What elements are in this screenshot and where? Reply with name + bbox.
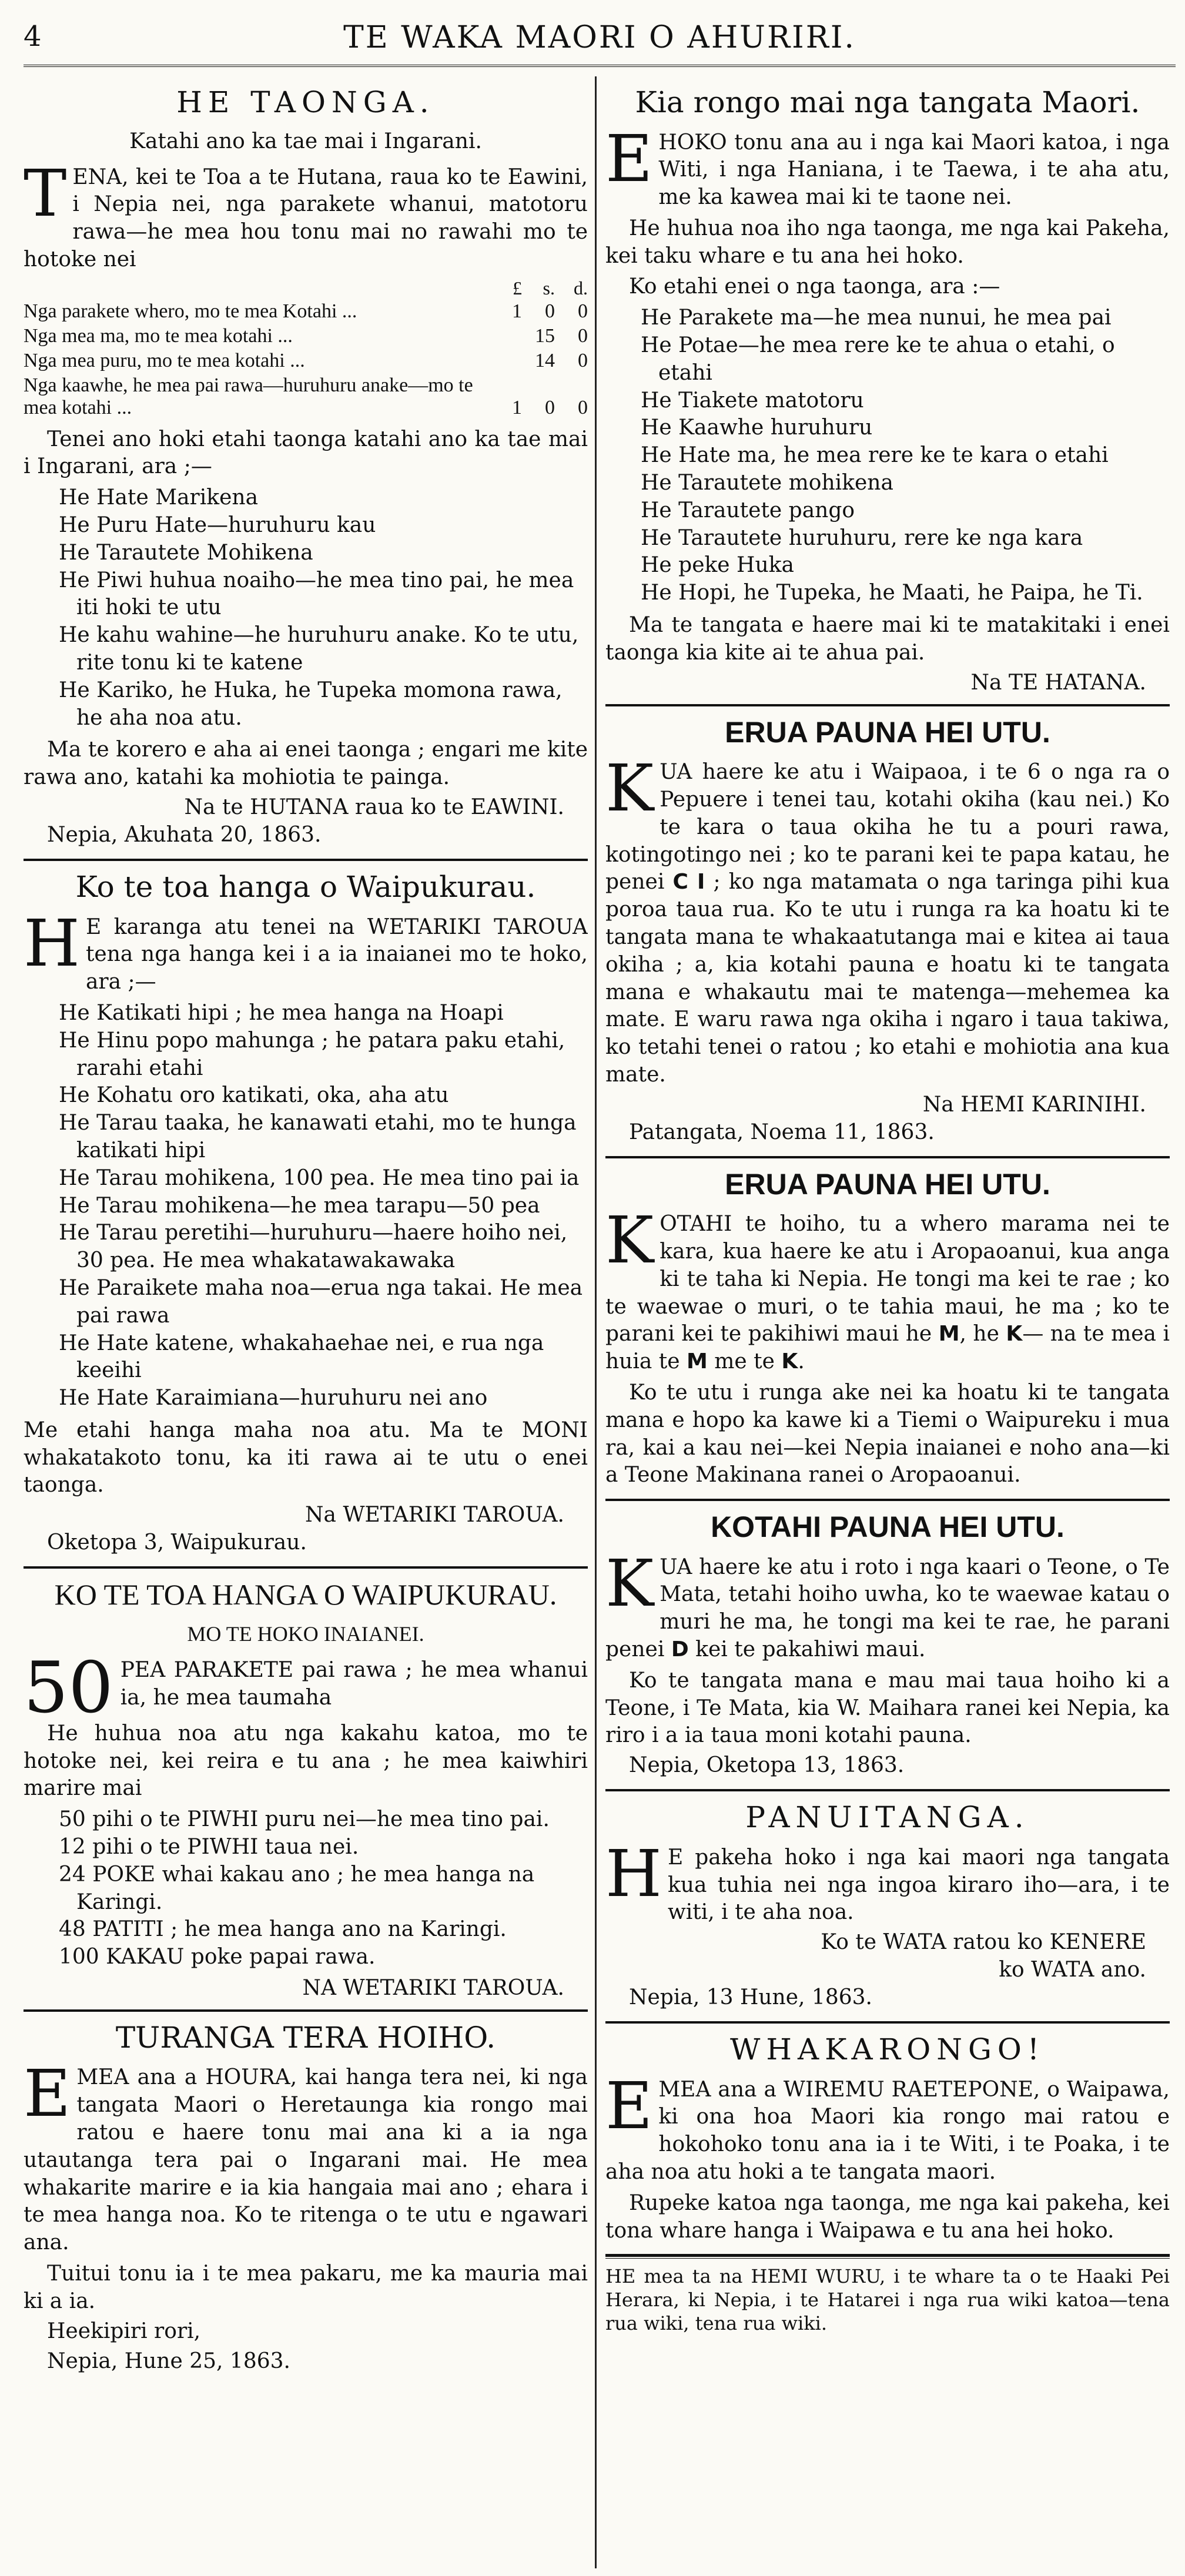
advert-body: KUA haere ke atu i roto i nga kaari o Teone, o Te Mata, tetahi hoiho uwha, ko te waewae katau o muri he ma, he tongi ma kei te rae, he parani penei D kei te pakahiwi maui. xyxy=(605,1545,1170,1662)
advert-paragraph: He huhua noa atu nga kakahu katoa, mo te hotoke nei, kei reira e tu ana ; he mea kaiwhiri marire mai xyxy=(24,1721,588,1801)
advert-intro: H E karanga atu tenei na WETARIKI TAROUA tena nga hanga kei i a ia inaianei mo te hoko, ara ;— xyxy=(24,905,588,994)
page-header xyxy=(24,16,1176,63)
header-shillings: s. xyxy=(543,277,555,299)
advert-intro: EMEA ana a HOURA, kai hanga tera nei, ki nga tangata Maori o Heretaunga kia rongo mai ratou e haere tonu mai ana ki a ia nga utautanga tera pai o Ingarani mai. He mea whakarite marire e ia kia hangaia mai ano ; ehara i te mea hanga noa. Ko te ritenga o te utu e ngawari ana. xyxy=(24,2056,588,2255)
right-column xyxy=(605,76,1170,2568)
section-title: Ko te toa hanga o Waipukurau. xyxy=(75,870,536,905)
section-subtitle: Katahi ano ka tae mai i Ingarani. xyxy=(129,129,482,153)
list-item: He Tarau mohikena, 100 pea. He mea tino pai ia xyxy=(59,1165,580,1190)
drop-cap: H xyxy=(24,905,80,981)
advert-signature: Ko te WATA ratou ko KENERE xyxy=(821,1930,1146,1955)
price-row: Nga mea ma, mo te mea kotahi ... 15 0 xyxy=(24,324,588,347)
newspaper-title: TE WAKA MAORI O AHURIRI. xyxy=(343,20,856,55)
advert-he-taonga xyxy=(24,76,588,861)
advert-erua-pauna-hoiho xyxy=(605,1158,1170,1501)
item-list xyxy=(24,1000,588,1412)
price-row: Nga mea puru, mo te mea kotahi ... 14 0 xyxy=(24,349,588,371)
advert-intro: TENA, kei te Toa a te Hutana, raua ko te Eawini, i Nepia nei, nga parakete whanui, matotoru rawa—he mea hou tonu mai no rawahi mo te hotoke nei xyxy=(24,155,588,272)
list-item: He Kariko, he Huka, he Tupeka momona rawa, he aha noa atu. xyxy=(59,678,563,730)
list-item: He Tarautete pango xyxy=(641,498,855,522)
list-item: 48 PATITI ; he mea hanga ano na Karingi. xyxy=(59,1917,507,1942)
section-title: HE TAONGA. xyxy=(176,85,435,119)
list-item: He Hate ma, he mea rere ke te kara o etahi xyxy=(641,443,1109,468)
price-table xyxy=(24,277,588,420)
list-item: He Tiakete matotoru xyxy=(641,388,864,413)
price-row: Nga kaawhe, he mea pai rawa—huruhuru anake—mo te mea kotahi ... 1 0 0 xyxy=(24,374,588,418)
advert-paragraph: Ko te utu i runga ake nei ka hoatu ki te tangata mana e hopo ka kawe ki a Tiemi o Waipureku i mua ra, kai a kau nei—kei Nepia inaianei e noho ana—ki a Teone Makinana ranei o Aropaoanui. xyxy=(605,1380,1170,1488)
advert-paragraph: Ma te tangata e haere mai ki te matakitaki i enei taonga kia kite ai te ahua pai. xyxy=(605,613,1170,665)
list-item: He Tarautete huruhuru, rere ke nga kara xyxy=(641,525,1083,550)
advert-paragraph: Tuitui tonu ia i te mea pakaru, me ka mauria mai ki a ia. xyxy=(24,2262,588,2313)
drop-cap: K xyxy=(605,1545,654,1621)
advert-kia-rongo xyxy=(605,76,1170,706)
advert-turanga-tera xyxy=(24,2012,588,2385)
header-pence: d. xyxy=(574,277,588,299)
price-header-row xyxy=(24,277,588,299)
list-item: He Piwi huhua noaiho—he mea tino pai, he mea iti hoki te utu xyxy=(59,568,574,620)
advert-date: Nepia, Akuhata 20, 1863. xyxy=(47,823,322,847)
list-item: He Katikati hipi ; he mea hanga na Hoapi xyxy=(59,1000,504,1025)
list-item: He Tarautete mohikena xyxy=(641,471,893,495)
list-item: He peke Huka xyxy=(641,553,794,578)
list-item: He Potae—he mea rere ke te ahua o etahi, o etahi xyxy=(641,333,1115,385)
list-item: He Tarau taaka, he kanawati etahi, mo te hunga katikati hipi xyxy=(59,1111,577,1163)
advert-signature: Na HEMI KARINIHI. xyxy=(922,1092,1146,1117)
advert-date: Nepia, 13 Hune, 1863. xyxy=(629,1985,872,2010)
advert-date: Patangata, Noema 11, 1863. xyxy=(629,1120,935,1144)
advert-paragraph: Tenei ano hoki etahi taonga katahi ano ka tae mai i Ingarani, ara ;— xyxy=(24,427,588,479)
advert-paragraph: Ko etahi enei o nga taonga, ara :— xyxy=(629,274,1000,299)
list-item: He Hopi, he Tupeka, he Maati, he Paipa, he Ti. xyxy=(641,581,1143,605)
section-title: ERUA PAUNA HEI UTU. xyxy=(725,715,1050,749)
advert-panuitanga xyxy=(605,1791,1170,2024)
drop-cap: K xyxy=(605,751,654,826)
list-item: He Hinu popo mahunga ; he patara paku etahi, rarahi etahi xyxy=(59,1028,565,1080)
printer-imprint: HE mea ta na HEMI WURU, i te whare ta o te Haaki Pei Herara, ki Nepia, i te Hatarei i nga rua wiki katoa—tena rua wiki, tena rua wiki. xyxy=(605,2256,1170,2335)
advert-waipukurau-sale xyxy=(24,1569,588,2012)
drop-cap: E xyxy=(24,2056,71,2132)
header-rule xyxy=(24,65,1176,67)
advert-whakarongo xyxy=(605,2024,1170,2256)
advert-signature: Na TE HATANA. xyxy=(970,670,1146,695)
header-pounds: £ xyxy=(513,277,522,299)
item-list xyxy=(24,484,588,732)
list-item: He Parakete ma—he mea nunui, he mea pai xyxy=(641,306,1112,330)
brand-mark: K xyxy=(781,1349,798,1374)
advert-date: Nepia, Hune 25, 1863. xyxy=(47,2349,290,2373)
advert-paragraph: Ma te korero e aha ai enei taonga ; engari me kite rawa ano, katahi ka mohiotia te painga. xyxy=(24,738,588,790)
advert-intro: EHOKO tonu ana au i nga kai Maori katoa, i nga Witi, i nga Haniana, i te Taewa, i te aha atu, me ka kawea mai ki te taone nei. xyxy=(605,120,1170,210)
list-item: He Hate Karaimiana—huruhuru nei ano xyxy=(59,1386,488,1411)
page-number: 4 xyxy=(24,20,42,53)
list-item: 50 pihi o te PIWHI puru nei—he mea tino pai. xyxy=(59,1807,550,1832)
list-item: He kahu wahine—he huruhuru anake. Ko te utu, rite tonu ki te katene xyxy=(59,623,579,675)
advert-signature: NA WETARIKI TAROUA. xyxy=(302,1975,564,2000)
advert-erua-pauna-okiha xyxy=(605,706,1170,1158)
list-item: He Kaawhe huruhuru xyxy=(641,416,873,440)
advert-intro: 50 PEA PARAKETE pai rawa ; he mea whanui ia, he mea taumaha xyxy=(24,1647,588,1729)
section-title: TURANGA TERA HOIHO. xyxy=(115,2020,496,2055)
advert-body: H E pakeha hoko i nga kai maori nga tangata kua tuhia nei nga ingoa kiraro iho—ara, i te witi, i te aha noa. xyxy=(605,1835,1170,1925)
list-item: 24 POKE whai kakau ano ; he mea hanga na Karingi. xyxy=(59,1862,535,1914)
list-item: He Hate katene, whakahaehae nei, e rua nga keeihi xyxy=(59,1331,544,1383)
list-item: He Kohatu oro katikati, oka, aha atu xyxy=(59,1083,449,1108)
advert-date: Nepia, Oketopa 13, 1863. xyxy=(629,1753,905,1778)
drop-cap: T xyxy=(24,155,67,231)
section-title: KO TE TOA HANGA O WAIPUKURAU. xyxy=(54,1578,557,1612)
advert-signature: Na te HUTANA raua ko te EAWINI. xyxy=(184,795,564,820)
advert-paragraph: Rupeke katoa nga taonga, me nga kai pakeha, kei tona whare hanga i Waipawa e tu ana hei hoko. xyxy=(605,2190,1170,2243)
brand-mark: K xyxy=(1006,1322,1023,1346)
list-item: He Paraikete maha noa—erua nga takai. He mea pai rawa xyxy=(59,1275,583,1328)
advert-paragraph: He huhua noa iho nga taonga, me nga kai Pakeha, kei taku whare e tu ana hei hoko. xyxy=(605,216,1170,268)
brand-mark: D xyxy=(671,1637,689,1662)
advert-signature: Na WETARIKI TAROUA. xyxy=(305,1503,564,1527)
list-item: He Hate Marikena xyxy=(59,485,259,510)
item-list xyxy=(605,304,1170,607)
section-subtitle: MO TE HOKO INAIANEI. xyxy=(187,1622,424,1646)
big-number: 50 xyxy=(24,1647,113,1729)
left-column xyxy=(24,76,588,2568)
list-item: He Tarautete Mohikena xyxy=(59,540,313,565)
list-item: He Puru Hate—huruhuru kau xyxy=(59,513,376,538)
section-title: KOTAHI PAUNA HEI UTU. xyxy=(711,1510,1065,1544)
price-row: Nga parakete whero, mo te mea Kotahi ... 1 0 0 xyxy=(24,300,588,322)
column-divider xyxy=(595,76,597,2568)
advert-waipukurau-store xyxy=(24,861,588,1569)
drop-cap: K xyxy=(605,1202,654,1278)
advert-body: EMEA ana a WIREMU RAETEPONE, o Waipawa, ki ona hoa Maori kia rongo mai ratou e hokohoko tonu ana ia i te Witi, i te Poaka, i te aha noa atu hoki a te tangata maori. xyxy=(605,2068,1170,2185)
drop-cap: E xyxy=(605,120,653,196)
section-title: WHAKARONGO! xyxy=(730,2032,1045,2067)
advert-signature-line-2: ko WATA ano. xyxy=(999,1958,1146,1982)
advert-location: Heekipiri rori, xyxy=(47,2319,201,2343)
item-list xyxy=(24,1806,588,1971)
advert-kotahi-pauna xyxy=(605,1501,1170,1791)
list-item: 100 KAKAU poke papai rawa. xyxy=(59,1945,376,1969)
list-item: 12 pihi o te PIWHI taua nei. xyxy=(59,1834,359,1859)
advert-paragraph: Ko te tangata mana e mau mai taua hoiho ki a Teone, i Te Mata, kia W. Maihara ranei kei Nepia, ka riro i a ia taua moni kotahi pauna. xyxy=(605,1668,1170,1748)
list-item: He Tarau peretihi—huruhuru—haere hoiho nei, 30 pea. He mea whakatawakawaka xyxy=(59,1221,568,1273)
advert-body: KOTAHI te hoiho, tu a whero marama nei te kara, kua haere ke atu i Aropaoanui, kua anga ki te taha ki Nepia. He tongi ma kei te rae ; ko te waewae o muri, o te tahia maui, he ma ; ko te parani kei te pakihiwi maui he M, he K— na te mea i huia te M me te K. xyxy=(605,1202,1170,1374)
brand-mark: C I xyxy=(672,870,705,895)
section-title: ERUA PAUNA HEI UTU. xyxy=(725,1167,1050,1201)
brand-mark: M xyxy=(938,1322,960,1346)
drop-cap: E xyxy=(605,2068,653,2143)
section-title: PANUITANGA. xyxy=(745,1800,1030,1835)
advert-paragraph: Me etahi hanga maha noa atu. Ma te MONI whakatakoto tonu, ka iti rawa ai te utu o enei taonga. xyxy=(24,1418,588,1498)
list-item: He Tarau mohikena—he mea tarapu—50 pea xyxy=(59,1193,540,1218)
brand-mark: M xyxy=(687,1349,708,1374)
drop-cap: H xyxy=(605,1835,662,1911)
advert-date: Oketopa 3, Waipukurau. xyxy=(47,1530,307,1555)
section-title: Kia rongo mai nga tangata Maori. xyxy=(635,85,1140,119)
advert-body: KUA haere ke atu i Waipaoa, i te 6 o nga ra o Pepuere i tenei tau, kotahi okiha (kau nei.) Ko te kara o taua okiha he tu a pouri rawa, kotingotingo nei ; ko te parani kei te papa katau, he penei C I ; ko nga matamata o nga taringa pihi kua poroa taua rua. Ko te utu i runga ra ka hoatu ki te tangata mana te whakaatutanga mai e kitea ai taua okiha ; a, kia kotahi pauna e hoatu ki te tangata mana e whakautu mai te matenga—mehemea ka mate. E waru rawa nga okiha i ngaro i taua takiwa, ko tetahi tenei o ratou ; ko etahi e mohiotia ana kua mate. xyxy=(605,751,1170,1087)
